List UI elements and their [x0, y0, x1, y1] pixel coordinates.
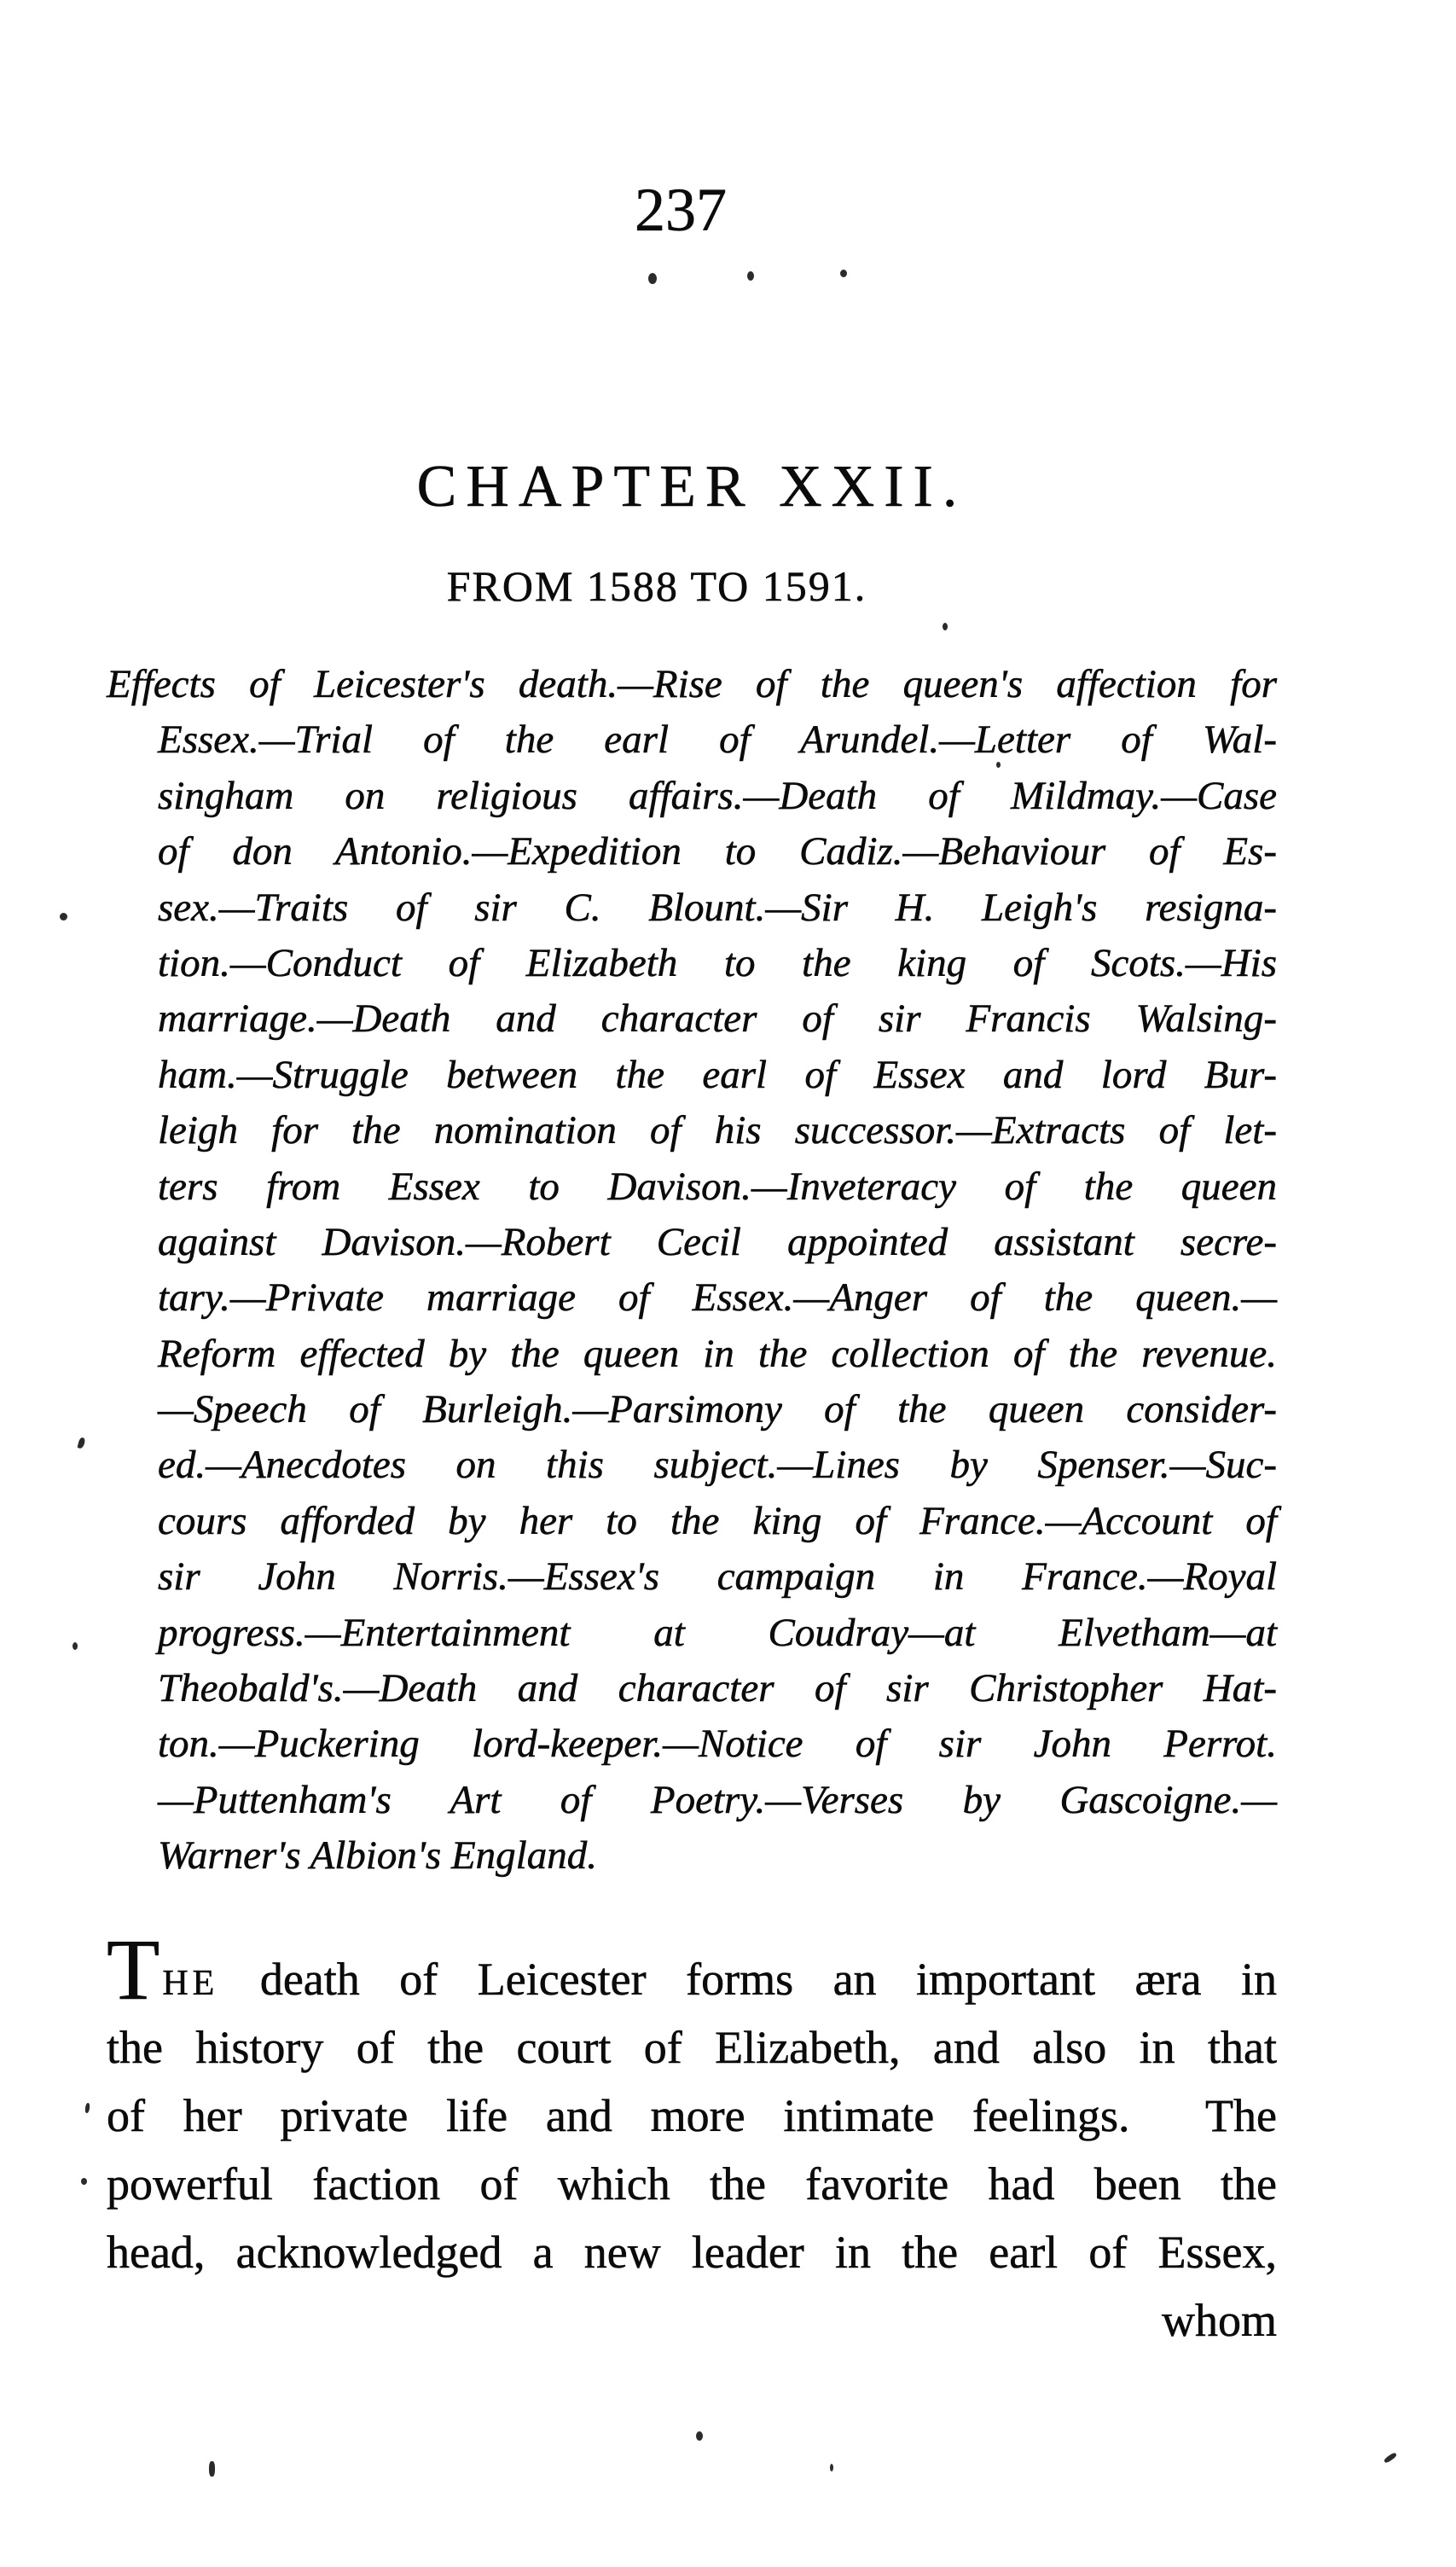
summary-line: cours afforded by her to the king of France.—Account of: [158, 1498, 1277, 1543]
body-line: of her private life and more intimate feelings. The: [107, 2090, 1277, 2141]
summary-line: marriage.—Death and character of sir Francis Walsing-: [158, 996, 1277, 1042]
opening-small-caps: HE: [162, 1964, 219, 2003]
chapter-summary: [107, 657, 1277, 1885]
body-line: THE death of Leicester forms an important æra in: [107, 1922, 1277, 2018]
scan-speck: [840, 270, 847, 277]
scan-speck: [648, 273, 657, 284]
body-line: head, acknowledged a new leader in the earl of Essex,: [107, 2227, 1277, 2278]
scan-speck: [943, 623, 948, 630]
scan-speck: [696, 2431, 703, 2441]
scan-speck: [60, 913, 67, 921]
summary-line: Effects of Leicester's death.—Rise of the queen's affection for: [107, 662, 1277, 706]
scan-speck: [209, 2461, 215, 2477]
summary-line: ton.—Puckering lord-keeper.—Notice of sir John Perrot.: [158, 1722, 1277, 1767]
summary-line: of don Antonio.—Expedition to Cadiz.—Behaviour of Es-: [158, 829, 1277, 874]
summary-line: ham.—Struggle between the earl of Essex and lord Bur-: [158, 1052, 1277, 1097]
scan-speck: [81, 2178, 87, 2185]
scan-speck: [747, 271, 754, 281]
summary-line: —Puttenham's Art of Poetry.—Verses by Gascoigne.—: [158, 1777, 1277, 1822]
body-line: powerful faction of which the favorite had been the: [107, 2158, 1277, 2210]
scan-speck: [996, 762, 1001, 768]
summary-line: tion.—Conduct of Elizabeth to the king of Scots.—His: [158, 940, 1277, 985]
summary-line: Essex.—Trial of the earl of Arundel.—Letter of Wal-: [158, 717, 1277, 763]
scan-speck: [84, 2103, 90, 2114]
summary-line: singham on religious affairs.—Death of Mildmay.—Case: [158, 773, 1277, 818]
summary-line: leigh for the nomination of his successor.—Extracts of let-: [158, 1108, 1277, 1153]
scan-speck: [1383, 2452, 1398, 2464]
scan-speck: [77, 1437, 85, 1449]
summary-line: against Davison.—Robert Cecil appointed assistant secre-: [158, 1219, 1277, 1264]
body-paragraph: [107, 1922, 1277, 2355]
summary-line: progress.—Entertainment at Coudray—at Elvetham—at: [158, 1610, 1277, 1655]
summary-line: Warner's Albion's England.: [158, 1833, 597, 1879]
page-number: 237: [635, 176, 727, 244]
summary-line: sex.—Traits of sir C. Blount.—Sir H. Leigh's resigna-: [158, 885, 1277, 930]
summary-line: Reform effected by the queen in the collection of the revenue.: [158, 1331, 1277, 1376]
summary-line: tary.—Private marriage of Essex.—Anger of the queen.—: [158, 1275, 1277, 1321]
catchword: whom: [1162, 2295, 1277, 2346]
summary-line: ed.—Anecdotes on this subject.—Lines by Spenser.—Suc-: [158, 1443, 1277, 1488]
scan-speck: [73, 1642, 78, 1650]
summary-line: —Speech of Burleigh.—Parsimony of the queen consider-: [158, 1387, 1277, 1432]
summary-line: ters from Essex to Davison.—Inveteracy of the queen: [158, 1164, 1277, 1209]
summary-line: sir John Norris.—Essex's campaign in France.—Royal: [158, 1554, 1277, 1600]
summary-line: Theobald's.—Death and character of sir Christopher Hat-: [158, 1666, 1277, 1711]
drop-cap-initial: T: [107, 1922, 163, 2018]
chapter-heading: CHAPTER XXII.: [416, 454, 967, 520]
body-line: the history of the court of Elizabeth, and also in that: [107, 2022, 1277, 2073]
scan-speck: [830, 2464, 833, 2471]
chapter-date-range: FROM 1588 TO 1591.: [446, 562, 867, 610]
